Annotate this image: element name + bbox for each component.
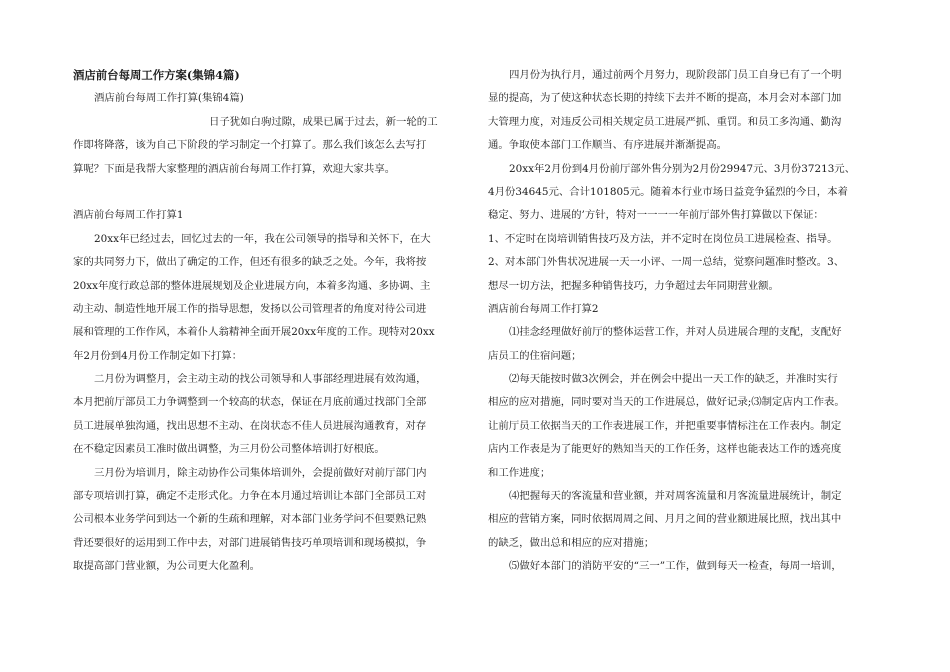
paragraph-line: 显的提高，为了使这种状态长期的持续下去并不断的提高，本月会对本部门加 (488, 92, 842, 105)
paragraph-line: 4月份34645元、合计101805元。随着本行业市场日益竞争猛烈的今日，本着 (488, 185, 848, 198)
paragraph-line: 20xx年2月份到4月份前厅部外售分别为2月份29947元、3月份37213元、 (509, 162, 856, 175)
document-subtitle: 酒店前台每周工作打算(集锦4篇) (94, 92, 244, 105)
list-item-line: ⑴挂念经理做好前厅的整体运营工作，并对人员进展合理的支配，支配好 (509, 326, 842, 339)
paragraph-line: 公司根本业务学问到达一个新的生疏和理解，对本部门业务学问不但要熟记熟 (73, 513, 427, 526)
list-item-line: 相应的应对措施，同时要对当天的工作进展总，做好记录;⑶制定店内工作表。 (488, 396, 845, 409)
list-item-line: 相应的营销方案，同时依据周周之间、月月之间的营业额进展比照，找出其中 (488, 513, 842, 526)
paragraph-line: 员工进展单独沟通，找出思想不主动、在岗状态不佳人员进展沟通教育，对存 (73, 419, 427, 432)
paragraph-line: 取提高部门营业额，为公司更大化盈利。 (73, 560, 261, 573)
document-title: 酒店前台每周工作方案(集锦4篇) (73, 68, 240, 82)
paragraph-line: 部专项培训打算，确定不走形式化。力争在本月通过培训让本部门全部员工对 (73, 490, 427, 503)
paragraph-line: 本月把前厅部员工力争调整到一个较高的状态，保证在月底前通过找部门全部 (73, 396, 427, 409)
list-item-line: 和工作进度； (488, 466, 551, 479)
paragraph-line: 四月份为执行月，通过前两个月努力，现阶段部门员工自身已有了一个明 (509, 69, 842, 81)
paragraph-line: 20xx年已经过去，回忆过去的一年，我在公司领导的指导和关怀下，在大 (94, 232, 431, 245)
paragraph-line: 家的共同努力下，做出了确定的工作，但还有很多的缺乏之处。今年，我将按 (73, 256, 427, 269)
spacer (73, 181, 461, 204)
list-item-line: 的缺乏，做出总和相应的应对措施； (488, 536, 655, 549)
paragraph-line: 稳定、努力、进展的’方针，特对一一一一年前厅部外售打算做以下保证： (488, 209, 824, 222)
right-column (488, 64, 876, 579)
paragraph-line: 想尽一切方法，把握多种销售技巧，力争超过去年同期营业额。 (488, 279, 779, 292)
section-heading-1: 酒店前台每周工作打算1 (73, 209, 184, 222)
paragraph-line: 年2月份到4月份工作制定如下打算： (73, 349, 243, 362)
section-heading-2: 酒店前台每周工作打算2 (488, 302, 599, 315)
paragraph-line: 1、不定时在岗培训销售技巧及方法，并不定时在岗位员工进展检查、指导。 (488, 232, 838, 245)
intro-line: 算呢？下面是我帮大家整理的酒店前台每周工作打算，欢迎大家共享。 (73, 162, 396, 175)
paragraph-line: 20xx年度行政总部的整体进展规划及企业进展方向，本着多沟通、多协调、主 (73, 279, 431, 292)
list-item-line: 店员工的住宿问题； (488, 349, 582, 362)
intro-line: 日子犹如白驹过隙，成果已属于过去，新一轮的工 (209, 115, 438, 128)
paragraph-line: 大管理力度，对违反公司相关规定员工进展严抓、重罚。和员工多沟通、勤沟 (488, 115, 842, 128)
paragraph-line: 通。争取使本部门工作顺当、有序进展并渐渐提高。 (488, 139, 727, 152)
list-item-line: 让前厅员工依据当天的工作表进展工作，并把重要事情标注在工作表内。制定 (488, 419, 842, 432)
list-item-line: ⑸做好本部门的消防平安的“三一”工作，做到每天一检查，每周一培训， (509, 560, 842, 573)
list-item-line: ⑵每天能按时做3次例会，并在例会中提出一天工作的缺乏，并准时实行 (509, 373, 838, 386)
paragraph-line: 2、对本部门外售状况进展一天一小评、一周一总结，觉察问题准时整改。3、 (488, 256, 845, 269)
list-item-line: ⑷把握每天的客流量和营业额，并对周客流量和月客流量进展统计，制定 (509, 490, 842, 503)
left-column (73, 64, 461, 579)
paragraph-line: 在不稳定因素员工准时做出调整，为三月份公司整体培训打好根底。 (73, 443, 385, 456)
list-item-line: 店内工作表是为了能更好的熟知当天的工作任务，这样也能表达工作的透亮度 (488, 443, 842, 456)
paragraph-line: 动主动、制造性地开展工作的指导思想，发扬以公司管理者的角度对待公司进 (73, 302, 427, 315)
paragraph-line: 背还要很好的运用到工作中去，对部门进展销售技巧单项培训和现场模拟，争 (73, 536, 427, 549)
intro-line: 作即将降落，该为自己下阶段的学习制定一个打算了。那么我们该怎么去写打 (73, 139, 427, 152)
paragraph-line: 二月份为调整月，会主动主动的找公司领导和人事部经理进展有效沟通， (94, 373, 427, 386)
paragraph-line: 三月份为培训月，除主动协作公司集体培训外，会提前做好对前厅部门内 (94, 466, 427, 479)
paragraph-line: 展和管理的工作作风，本着仆人翁精神全面开展20xx年度的工作。现特对20xx (73, 326, 435, 339)
